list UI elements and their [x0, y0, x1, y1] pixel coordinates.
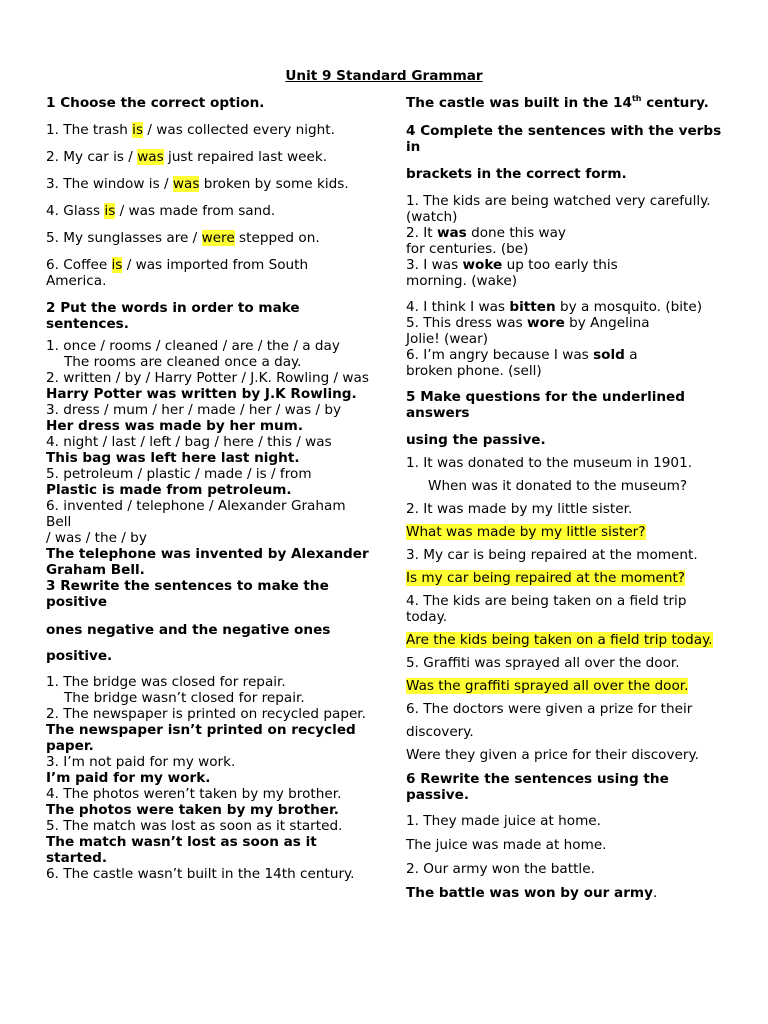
s4-item-2-cont: for centuries. (be): [406, 241, 529, 257]
s5-q1: 1. It was donated to the museum in 1901.: [406, 455, 693, 471]
s2-q6-cont: / was / the / by: [46, 530, 147, 546]
s6-a1: The juice was made at home.: [406, 837, 607, 853]
s3-a3: I’m paid for my work.: [46, 770, 211, 786]
s5-q2: 2. It was made by my little sister.: [406, 501, 633, 517]
s1-item-1-rest: / was collected every night.: [143, 122, 335, 138]
s5-q6: 6. The doctors were given a prize for their: [406, 701, 693, 717]
s1-item-6-answer: is: [111, 257, 123, 273]
section-3-heading: 3 Rewrite the sentences to make the positive: [46, 578, 329, 610]
s2-q4: 4. night / last / left / bag / here / this / was: [46, 434, 332, 450]
s4-item-6-answer: sold: [593, 347, 625, 363]
s5-a5-text: Was the graffiti sprayed all over the door.: [406, 678, 689, 694]
section-2-heading: 2 Put the words in order to make sentences.: [46, 300, 300, 332]
s1-item-4-rest: / was made from sand.: [115, 203, 276, 219]
s3-q4: 4. The photos weren’t taken by my brother.: [46, 786, 342, 802]
s1-item-3-rest: broken by some kids.: [199, 176, 349, 192]
s2-a2: Harry Potter was written by J.K Rowling.: [46, 386, 357, 402]
s2-q1: 1. once / rooms / cleaned / are / the / a day: [46, 338, 340, 354]
s1-item-4: [46, 203, 371, 219]
s3-q6: 6. The castle wasn’t built in the 14th century.: [46, 866, 355, 882]
s3-q1: 1. The bridge was closed for repair.: [46, 674, 286, 690]
s5-a1: When was it donated to the museum?: [428, 478, 688, 494]
s5-a3-text: Is my car being repaired at the moment?: [406, 570, 685, 586]
section-3-heading-line3: positive.: [46, 648, 113, 664]
s1-item-2-rest: just repaired last week.: [163, 149, 328, 165]
s4-item-3-rest: up too early this: [502, 257, 618, 273]
s2-q6: 6. invented / telephone / Alexander Graham Bell: [46, 498, 346, 530]
s4-item-3: [406, 257, 726, 273]
s3-a4: The photos were taken by my brother.: [46, 802, 339, 818]
s1-item-2-answer: was: [137, 149, 164, 165]
s6-a2: [406, 885, 726, 901]
section-1-heading: 1 Choose the correct option.: [46, 95, 265, 111]
s4-item-2-text: 2. It: [406, 225, 437, 241]
section-5-heading: 5 Make questions for the underlined answers: [406, 389, 686, 421]
s3-q3: 3. I’m not paid for my work.: [46, 754, 236, 770]
s5-q4: 4. The kids are being taken on a field trip today.: [406, 593, 687, 625]
s2-a6: The telephone was invented by Alexander Graham Bell.: [46, 546, 369, 578]
s1-item-5-rest: stepped on.: [234, 230, 320, 246]
s4-item-3-text: 3. I was: [406, 257, 463, 273]
s1-item-4-text: 4. Glass: [46, 203, 105, 219]
section-6-heading: 6 Rewrite the sentences using the passive.: [406, 771, 669, 803]
s4-item-5-rest: by Angelina: [564, 315, 650, 331]
s2-q5: 5. petroleum / plastic / made / is / from: [46, 466, 312, 482]
section-3-heading-line2: ones negative and the negative ones: [46, 622, 331, 638]
left-column: [46, 95, 371, 882]
s5-q3: 3. My car is being repaired at the moment.: [406, 547, 698, 563]
s4-item-2-rest: done this way: [466, 225, 566, 241]
s6-a2-period: .: [652, 885, 658, 901]
s6-a2-text: The battle was won by our army: [406, 885, 653, 901]
s3-q2: 2. The newspaper is printed on recycled paper.: [46, 706, 366, 722]
s6-q2: 2. Our army won the battle.: [406, 861, 595, 877]
s1-item-2-text: 2. My car is /: [46, 149, 138, 165]
s1-item-1: [46, 122, 371, 138]
s1-item-1-answer: is: [132, 122, 144, 138]
s5-a6: Were they given a price for their discovery.: [406, 747, 699, 763]
s3-a6-superscript: th: [631, 94, 642, 103]
s4-item-4-text: 4. I think I was: [406, 299, 510, 315]
s2-a4: This bag was left here last night.: [46, 450, 300, 466]
s2-a5: Plastic is made from petroleum.: [46, 482, 292, 498]
s5-q6-cont: discovery.: [406, 724, 474, 740]
s2-a1: The rooms are cleaned once a day.: [64, 354, 302, 370]
s4-item-4-answer: bitten: [509, 299, 556, 315]
s4-item-5-text: 5. This dress was: [406, 315, 528, 331]
s2-q2: 2. written / by / Harry Potter / J.K. Rowling / was: [46, 370, 369, 386]
s6-q1: 1. They made juice at home.: [406, 813, 601, 829]
s2-q3: 3. dress / mum / her / made / her / was / by: [46, 402, 342, 418]
s1-item-5: [46, 230, 371, 246]
s2-a3: Her dress was made by her mum.: [46, 418, 304, 434]
s1-item-5-answer: were: [201, 230, 235, 246]
s3-a1: The bridge wasn’t closed for repair.: [64, 690, 305, 706]
s4-item-6-cont: broken phone. (sell): [406, 363, 542, 379]
s4-item-3-answer: woke: [462, 257, 503, 273]
s1-item-6: [46, 257, 371, 289]
s4-item-2: [406, 225, 726, 241]
s3-a6-text: The castle was built in the 14: [406, 95, 632, 111]
section-4-heading-line2: brackets in the correct form.: [406, 166, 627, 182]
s1-item-4-answer: is: [104, 203, 116, 219]
page-title: Unit 9 Standard Grammar: [285, 68, 483, 84]
s3-a5: The match wasn’t lost as soon as it started.: [46, 834, 317, 866]
section-4-heading: 4 Complete the sentences with the verbs in: [406, 123, 722, 155]
s4-item-5: [406, 315, 726, 331]
s5-a4: [406, 632, 726, 648]
s3-a2: The newspaper isn’t printed on recycled paper.: [46, 722, 356, 754]
s3-q5: 5. The match was lost as soon as it started.: [46, 818, 343, 834]
s4-item-2-answer: was: [436, 225, 467, 241]
s4-item-6: [406, 347, 726, 363]
s1-item-2: [46, 149, 371, 165]
s4-item-1: 1. The kids are being watched very carefully.: [406, 193, 711, 209]
s1-item-6-rest: / was imported from South America.: [46, 257, 309, 289]
section-5-heading-line2: using the passive.: [406, 432, 546, 448]
s5-a3: [406, 570, 726, 586]
s1-item-3: [46, 176, 371, 192]
s1-item-5-text: 5. My sunglasses are /: [46, 230, 202, 246]
s4-item-1-cont: (watch): [406, 209, 458, 225]
s4-item-5-answer: wore: [527, 315, 565, 331]
s4-item-5-cont: Jolie! (wear): [406, 331, 489, 347]
s4-item-3-cont: morning. (wake): [406, 273, 517, 289]
s4-item-6-text: 6. I’m angry because I was: [406, 347, 594, 363]
s5-a2-text: What was made by my little sister?: [406, 524, 646, 540]
s5-a2: [406, 524, 726, 540]
s1-item-3-text: 3. The window is /: [46, 176, 173, 192]
s3-a6-end: century.: [641, 95, 709, 111]
s1-item-3-answer: was: [172, 176, 200, 192]
s5-q5: 5. Graffiti was sprayed all over the door.: [406, 655, 680, 671]
s1-item-6-text: 6. Coffee: [46, 257, 112, 273]
s5-a5: [406, 678, 726, 694]
s1-item-1-text: 1. The trash: [46, 122, 133, 138]
s5-a4-text: Are the kids being taken on a field trip today.: [406, 632, 713, 648]
s4-item-6-rest: a: [624, 347, 638, 363]
s3-a6: [406, 95, 726, 111]
s4-item-4: [406, 299, 726, 315]
s4-item-4-rest: by a mosquito. (bite): [555, 299, 703, 315]
right-column: [406, 95, 726, 901]
